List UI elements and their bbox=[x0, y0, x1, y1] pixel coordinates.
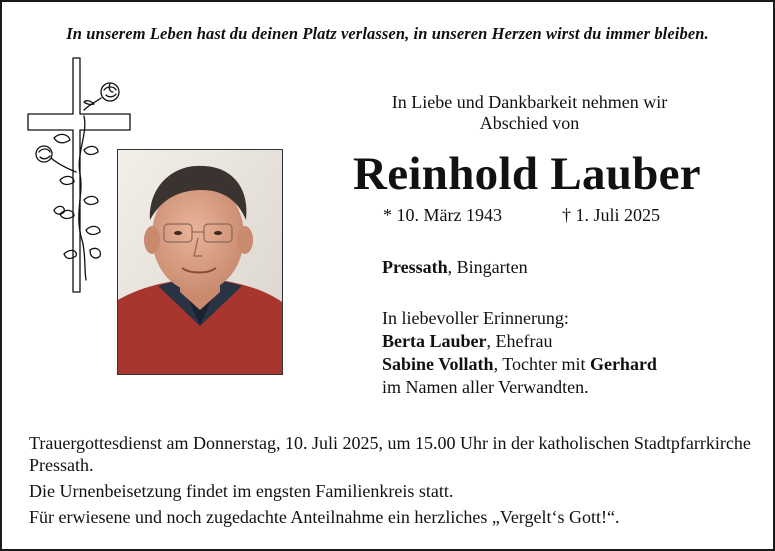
motto: In unserem Leben hast du deinen Platz verlassen, in unseren Herzen wirst du immer bleiben. bbox=[66, 24, 709, 43]
intro-line: In Liebe und Dankbarkeit nehmen wir bbox=[391, 92, 668, 112]
mourner-name: Berta Lauber bbox=[382, 331, 487, 351]
portrait-photo bbox=[117, 149, 283, 375]
service-paragraph: Die Urnenbeisetzung findet im engsten Familienkreis statt. bbox=[29, 481, 454, 501]
mourner-line bbox=[382, 330, 657, 353]
mourner-name: Sabine Vollath bbox=[382, 354, 494, 374]
mourner-relation: , Ehefrau bbox=[486, 331, 553, 351]
memory-block bbox=[382, 307, 657, 399]
deceased-name: Reinhold Lauber bbox=[353, 148, 701, 200]
place-line bbox=[382, 257, 528, 278]
service-paragraph: Trauergottesdienst am Donnerstag, 10. Juli 2025, um 15.00 Uhr in der katholischen Stadtpfarrkirche Pressath. bbox=[29, 433, 751, 475]
place-rest: , Bingarten bbox=[447, 257, 528, 277]
intro-text bbox=[342, 92, 717, 134]
mourner-line bbox=[382, 353, 657, 376]
mourner-line: im Namen aller Verwandten. bbox=[382, 377, 589, 397]
memory-heading: In liebevoller Erinnerung: bbox=[382, 308, 569, 328]
mourner-partner: Gerhard bbox=[589, 354, 657, 374]
service-info bbox=[29, 432, 769, 532]
death-date: † 1. Juli 2025 bbox=[562, 205, 661, 225]
place-name: Pressath bbox=[382, 257, 448, 277]
birth-date: * 10. März 1943 bbox=[383, 205, 502, 225]
intro-line: Abschied von bbox=[479, 113, 580, 133]
service-paragraph: Für erwiesene und noch zugedachte Anteilnahme ein herzliches „Vergelt‘s Gott!“. bbox=[29, 507, 620, 527]
mourner-relation: , Tochter mit bbox=[493, 354, 590, 374]
